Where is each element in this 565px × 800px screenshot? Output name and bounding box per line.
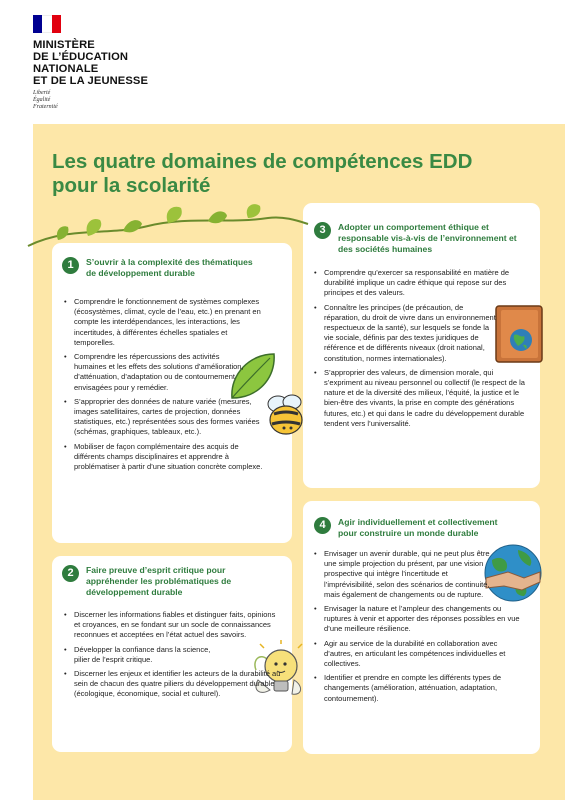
list-item: • Connaître les principes (de précaution, de réparation, du droit de vivre dans un environnement respectueux de la santé), sur lesquels se fonde la vie sociale, définis par des textes juridiques de référence et de différents niveaux (droit national, constitution, normes internationales). (314, 303, 496, 364)
list-item: • Développer la confiance dans la science, pilier de l’esprit critique. (64, 645, 224, 665)
section-title: Faire preuve d’esprit critique pour appréhender les problématiques de développement durable (86, 565, 232, 597)
motto-line: Fraternité (33, 104, 58, 110)
ministry-name (33, 39, 148, 87)
bee-icon (264, 392, 312, 440)
list-item: • S’approprier des valeurs, de dimension morale, qui s’expriment au niveau personnel ou collectif (le respect de la nature et de la diversité des milieux, l’équité, la justice et le bien-être des vivants, la prise en compte des générations futures, etc.) et qui dans le cadre du développement durable tendent vers l’universalité. (314, 368, 528, 429)
list-item: • Discerner les enjeux et identifier les acteurs de la durabilité au sein de chacun des quatre piliers du développement durable (écologique, économique, social et culturel). (64, 669, 282, 700)
list-item: • Envisager la nature et l’ampleur des changements ou ruptures à venir et apporter des réponses possibles en vue d’une meilleure résilience. (314, 604, 528, 635)
section-list-4 (314, 549, 528, 708)
title-line: Les quatre domaines de compétences EDD (52, 150, 473, 173)
list-item: • Identifier et prendre en compte les différents types de changements (amélioration, atténuation, adaptation, contournement). (314, 673, 528, 704)
ministry-line: MINISTÈRE (33, 39, 95, 51)
list-item: • Comprendre qu’exercer sa responsabilité en matière de durabilité implique un cadre éthique qui repose sur des principes et des valeurs. (314, 268, 528, 299)
list-item: • Mobiliser de façon complémentaire des acquis de différents champs disciplinaires et apprendre à problématiser à partir d’une situation concrète complexe. (64, 442, 266, 473)
section-list-1 (64, 297, 266, 476)
section-title: S’ouvrir à la complexité des thématiques de développement durable (86, 257, 253, 278)
french-flag-icon (33, 15, 61, 33)
section-header-1 (62, 257, 284, 279)
section-number: 4 (314, 517, 331, 534)
motto-line: Liberté (33, 90, 51, 96)
motto-line: Égalité (33, 97, 51, 103)
list-item: • Discerner les informations fiables et distinguer faits, opinions et croyances, en se fondant sur un socle de connaissances reconnues et acceptées en l’état actuel des savoirs. (64, 610, 282, 641)
section-number: 1 (62, 257, 79, 274)
list-item: • Agir au service de la durabilité en collaboration avec d’autres, en articulant les compétences individuelles et collectives. (314, 639, 528, 670)
page-title (52, 150, 472, 198)
section-number: 2 (62, 565, 79, 582)
section-list-3 (314, 268, 528, 433)
list-item: • Envisager un avenir durable, qui ne peut plus être une simple projection du présent, par une vision prospective qui intègre l’incertitude et l’imprévisibilité, selon des scénarios de continuité, mais également de changements ou de rupture. (314, 549, 496, 600)
section-title: Adopter un comportement éthique et responsable vis-à-vis de l’environnement et des sociétés humaines (338, 222, 517, 254)
title-line: pour la scolarité (52, 174, 211, 197)
vine-icon (28, 196, 308, 256)
ministry-line: NATIONALE (33, 63, 99, 75)
list-item: • Comprendre le fonctionnement de systèmes complexes (écosystèmes, climat, cycle de l’eau, etc.) en prenant en compte les interdépendances, les interactions, les incertitudes, à différentes échelles spatiales et temporelles. (64, 297, 266, 348)
section-number: 3 (314, 222, 331, 239)
section-header-3 (314, 222, 534, 255)
list-item: • Comprendre les répercussions des activités humaines et les effets des solutions d’amélioration, d’atténuation, d’adaptation ou de contournement envisagées pour y remédier. (64, 352, 244, 393)
section-header-4 (314, 517, 534, 539)
ministry-line: DE L’ÉDUCATION (33, 51, 129, 63)
ministry-line: ET DE LA JEUNESSE (33, 75, 149, 87)
section-title: Agir individuellement et collectivement pour construire un monde durable (338, 517, 498, 538)
republic-motto (33, 90, 148, 111)
ministry-logo (33, 15, 148, 111)
section-list-2 (64, 610, 282, 704)
list-item: • S’approprier des données de nature variée (mesures, images satellitaires, cartes de projection, données statistiques, etc.) représentées sous des formes variées (schémas, graphiques, tableaux, etc.). (64, 397, 266, 438)
section-header-2 (62, 565, 284, 598)
